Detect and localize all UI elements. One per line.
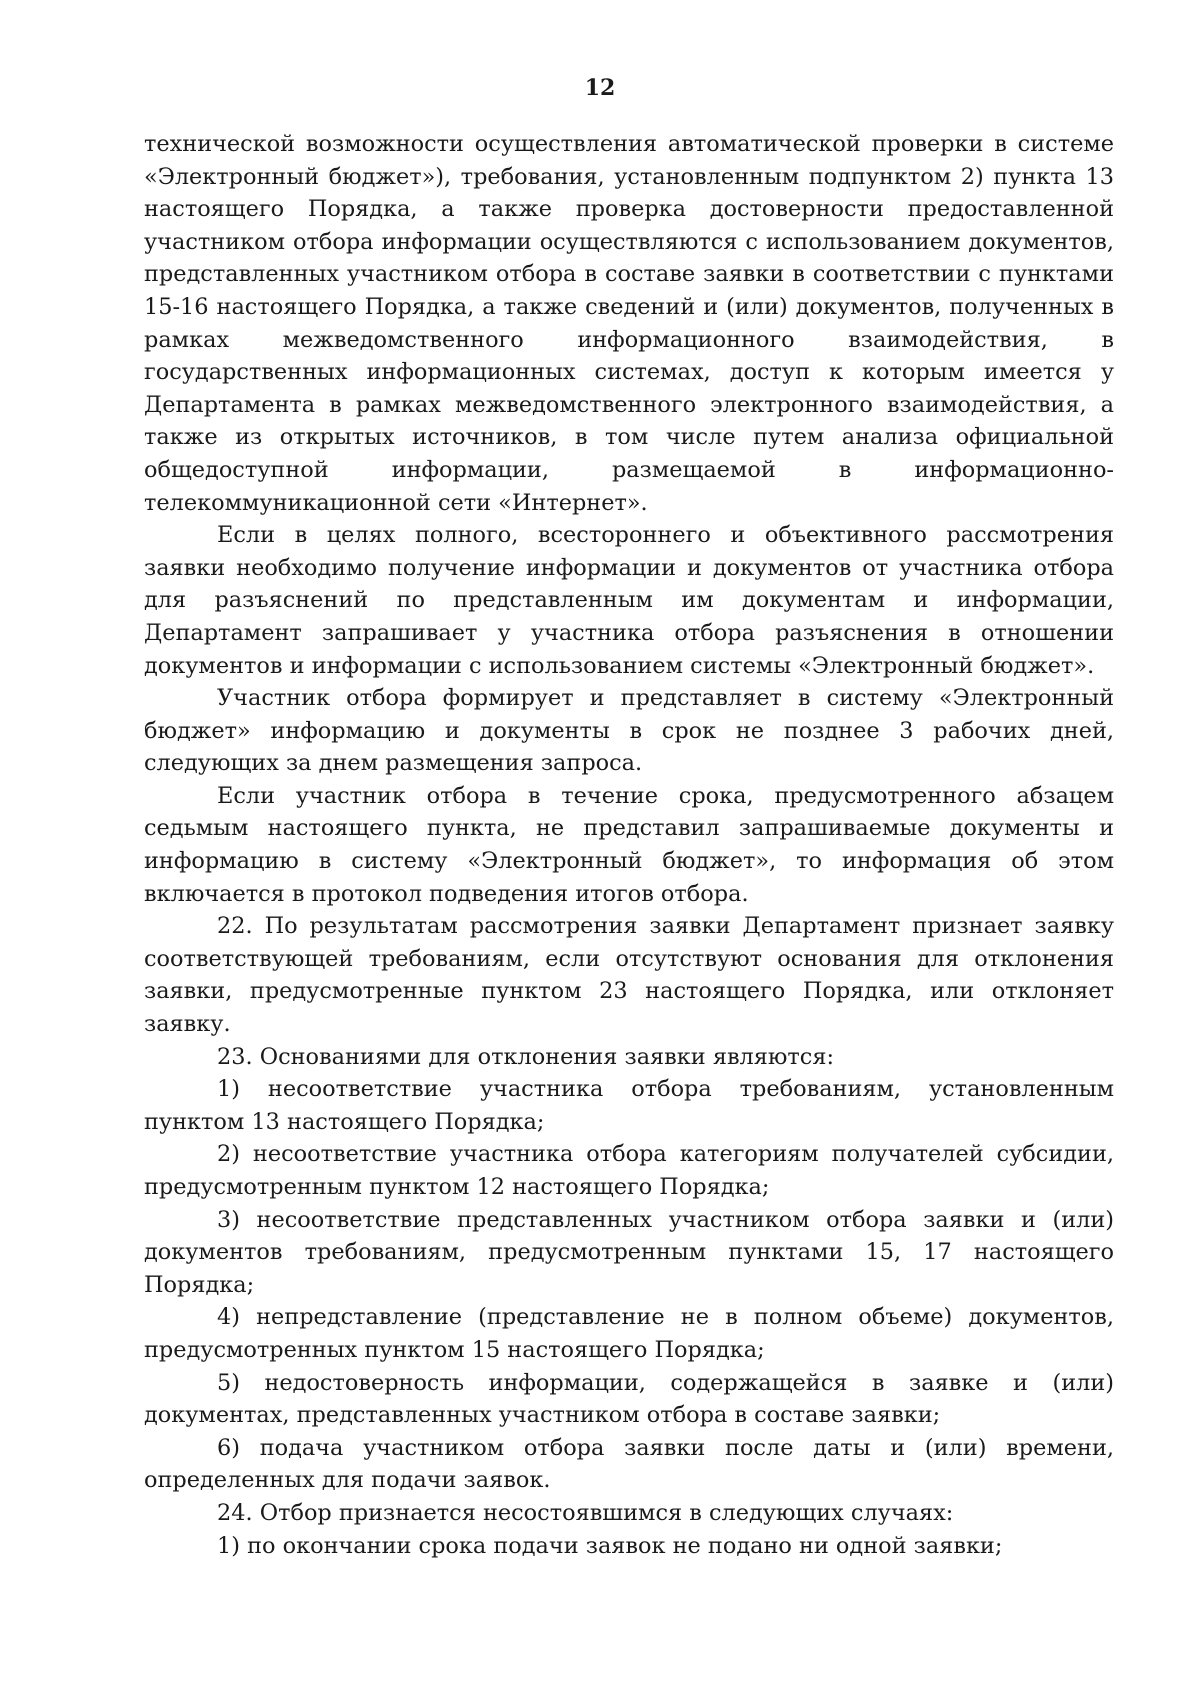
list-item-23-1: 1) несоответствие участника отбора требованиям, установленным пунктом 13 настоящего Порядка; <box>144 1076 1114 1135</box>
paragraph-item-24: 24. Отбор признается несостоявшимся в следующих случаях: <box>217 1499 954 1526</box>
paragraph-participant-response: Участник отбора формирует и представляет в систему «Электронный бюджет» информацию и документы в срок не позднее 3 рабочих дней, следующих за днем размещения запроса. <box>144 685 1114 777</box>
paragraph-item-22: 22. По результатам рассмотрения заявки Департамент признает заявку соответствующей требованиям, если отсутствуют основания для отклонения заявки, предусмотренные пунктом 23 настоящего Порядка, или отклоняет заявку. <box>144 913 1114 1038</box>
paragraph-no-response: Если участник отбора в течение срока, предусмотренного абзацем седьмым настоящего пункта, не представил запрашиваемые документы и информацию в систему «Электронный бюджет», то информация об этом включается в протокол подведения итогов отбора. <box>144 782 1114 907</box>
list-item-23-4: 4) непредставление (представление не в полном объеме) документов, предусмотренных пунктом 15 настоящего Порядка; <box>144 1304 1114 1363</box>
list-item-23-6: 6) подача участником отбора заявки после даты и (или) времени, определенных для подачи заявок. <box>144 1434 1114 1494</box>
paragraph-continuation: технической возможности осуществления автоматической проверки в системе «Электронный бюджет»), требования, установленным подпунктом 2) пункта 13 настоящего Порядка, а также проверка достоверности предоставленной участником отбора информации осуществляются с использованием документов, представленных участником отбора в составе заявки в соответствии с пунктами 15-16 настоящего Порядка, а также сведений и (или) документов, полученных в рамках межведомственного информационного взаимодействия, в государственных информационных системах, доступ к которым имеется у Департамента в рамках межведомственного электронного взаимодействия, а также из открытых источников, в том числе путем анализа официальной общедоступной информации, размещаемой в информационно-телекоммуникационной сети «Интернет». <box>144 131 1114 516</box>
page-number: 12 <box>584 75 616 101</box>
document-body <box>144 128 1114 1562</box>
list-item-23-5: 5) недостоверность информации, содержащейся в заявке и (или) документах, представленных участником отбора в составе заявки; <box>144 1369 1114 1429</box>
paragraph-clarification-request: Если в целях полного, всестороннего и объективного рассмотрения заявки необходимо получение информации и документов от участника отбора для разъяснений по представленным им документам и информации, Департамент запрашивает у участника отбора разъяснения в отношении документов и информации с использованием системы «Электронный бюджет». <box>144 522 1114 679</box>
list-item-23-3: 3) несоответствие представленных участником отбора заявки и (или) документов требованиям, предусмотренным пунктами 15, 17 настоящего Порядка; <box>144 1206 1114 1298</box>
paragraph-item-23: 23. Основаниями для отклонения заявки являются: <box>217 1043 834 1070</box>
list-item-23-2: 2) несоответствие участника отбора категориям получателей субсидии, предусмотренным пунктом 12 настоящего Порядка; <box>144 1141 1114 1200</box>
list-item-24-1: 1) по окончании срока подачи заявок не подано ни одной заявки; <box>217 1532 1003 1559</box>
